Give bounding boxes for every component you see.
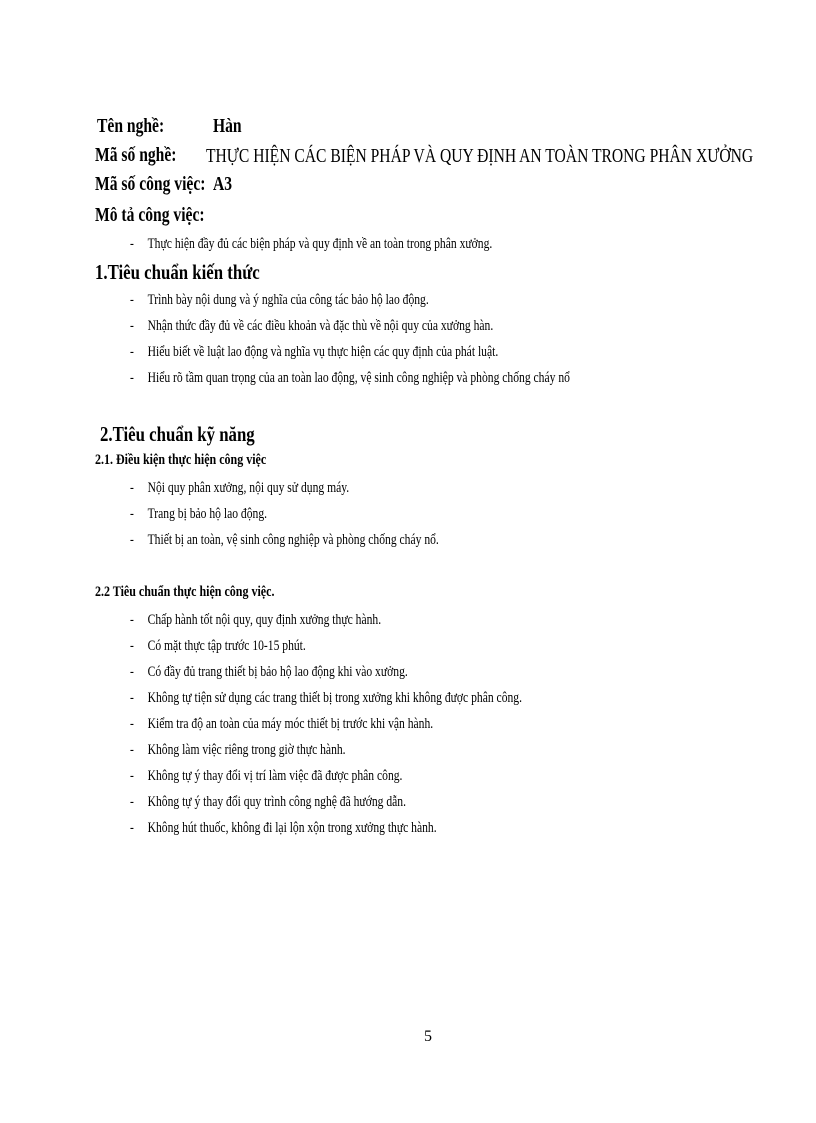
standard-item: - Không hút thuốc, không đi lại lộn xộn trong xưởng thực hành.: [130, 820, 437, 836]
section-knowledge-title: 1.Tiêu chuẩn kiến thức: [95, 260, 260, 284]
condition-item: - Thiết bị an toàn, vệ sinh công nghiệp và phòng chống cháy nổ.: [130, 532, 439, 548]
knowledge-item: - Hiểu biết về luật lao động và nghĩa vụ thực hiện các quy định của phát luật.: [130, 344, 499, 360]
standard-item: - Kiểm tra độ an toàn của máy móc thiết bị trước khi vận hành.: [130, 716, 434, 732]
code-value: THỰC HIỆN CÁC BIỆN PHÁP VÀ QUY ĐỊNH AN TOÀN TRONG PHÂN XƯỞNG: [206, 145, 754, 167]
page-number: 5: [424, 1028, 432, 1045]
profession-label: Tên nghề:: [97, 115, 165, 137]
desc-label: Mô tả công việc:: [95, 204, 205, 226]
task-code-value: A3: [213, 173, 233, 195]
standard-item: - Không làm việc riêng trong giờ thực hành.: [130, 742, 346, 758]
desc-item: - Thực hiện đầy đủ các biện pháp và quy định về an toàn trong phân xưởng.: [130, 236, 493, 252]
section-skills-title: 2.Tiêu chuẩn kỹ năng: [100, 422, 255, 446]
knowledge-item: - Nhận thức đầy đủ về các điều khoản và đặc thù về nội quy của xưởng hàn.: [130, 318, 494, 334]
condition-item: - Nội quy phân xưởng, nội quy sử dụng máy.: [130, 480, 350, 496]
code-label: Mã số nghề:: [95, 144, 177, 166]
conditions-title: 2.1. Điều kiện thực hiện công việc: [95, 452, 267, 468]
condition-item: - Trang bị bảo hộ lao động.: [130, 506, 268, 522]
knowledge-item: - Hiểu rõ tầm quan trọng của an toàn lao động, vệ sinh công nghiệp và phòng chống cháy nổ: [130, 370, 570, 386]
profession-value: Hàn: [213, 115, 242, 137]
knowledge-item: - Trình bày nội dung và ý nghĩa của công tác bảo hộ lao động.: [130, 292, 429, 308]
standard-item: - Chấp hành tốt nội quy, quy định xưởng thực hành.: [130, 612, 382, 628]
standard-item: - Không tự ý thay đổi vị trí làm việc đã được phân công.: [130, 768, 403, 784]
standard-item: - Không tự ý thay đổi quy trình công nghệ đã hướng dẫn.: [130, 794, 407, 810]
task-code-label: Mã số công việc:: [95, 173, 206, 195]
standards-title: 2.2 Tiêu chuẩn thực hiện công việc.: [95, 584, 275, 600]
standard-item: - Có đầy đủ trang thiết bị bảo hộ lao động khi vào xưởng.: [130, 664, 408, 680]
standard-item: - Không tự tiện sử dụng các trang thiết bị trong xưởng khi không được phân công.: [130, 690, 523, 706]
standard-item: - Có mặt thực tập trước 10-15 phút.: [130, 638, 306, 654]
